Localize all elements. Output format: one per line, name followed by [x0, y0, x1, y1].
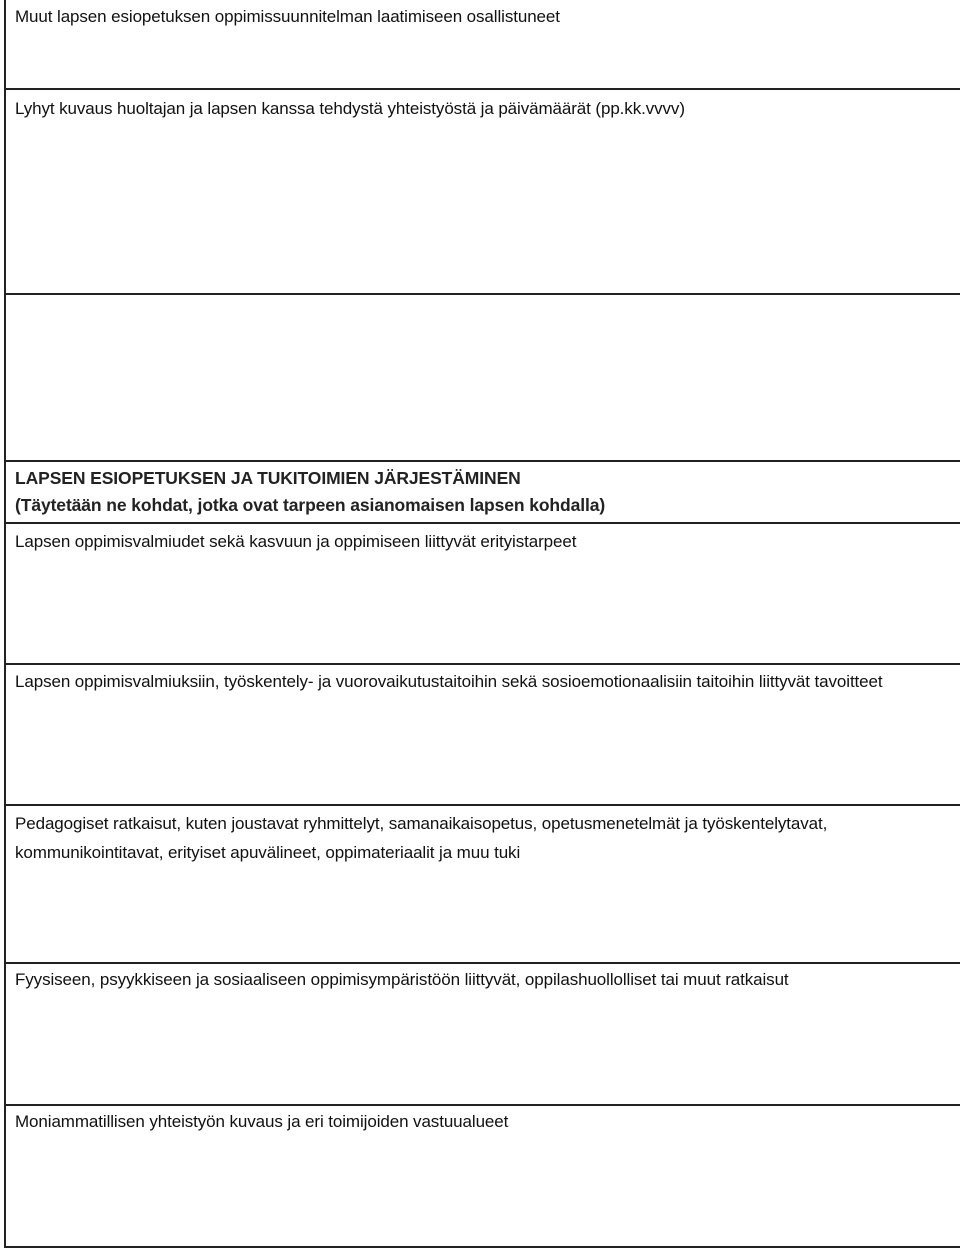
multiprofessional-field[interactable] — [4, 1104, 960, 1248]
goals-field[interactable] — [4, 663, 960, 804]
section-heading: LAPSEN ESIOPETUKSEN JA TUKITOIMIEN JÄRJESTÄMINEN — [15, 468, 521, 488]
pedagogy-field[interactable] — [4, 804, 960, 962]
multiprofessional-label: Moniammatillisen yhteistyön kuvaus ja eri toimijoiden vastuualueet — [15, 1112, 509, 1131]
pedagogy-label: Pedagogiset ratkaisut, kuten joustavat ryhmittelyt, samanaikaisopetus, opetusmenetelmät ja työskentelytavat, kommunikointitavat, erityiset apuvälineet, oppimateriaalit ja muu tuki — [15, 814, 828, 862]
section-header — [4, 460, 960, 522]
participants-field[interactable] — [4, 0, 960, 88]
empty-field[interactable] — [4, 293, 960, 460]
goals-label: Lapsen oppimisvalmiuksiin, työskentely- ja vuorovaikutustaitoihin sekä sosioemotionaalisiin taitoihin liittyvät tavoitteet — [15, 672, 883, 691]
participants-label: Muut lapsen esiopetuksen oppimissuunnitelman laatimiseen osallistuneet — [15, 7, 560, 26]
needs-label: Lapsen oppimisvalmiudet sekä kasvuun ja oppimiseen liittyvät erityistarpeet — [15, 532, 577, 551]
environment-label: Fyysiseen, psyykkiseen ja sosiaaliseen oppimisympäristöön liittyvät, oppilashuollolliset tai muut ratkaisut — [15, 970, 789, 989]
cooperation-label: Lyhyt kuvaus huoltajan ja lapsen kanssa tehdystä yhteistyöstä ja päivämäärät (pp.kk.vvvv) — [15, 99, 685, 118]
needs-field[interactable] — [4, 522, 960, 663]
section-subheading: (Täytetään ne kohdat, jotka ovat tarpeen asianomaisen lapsen kohdalla) — [15, 495, 606, 515]
cooperation-field[interactable] — [4, 88, 960, 293]
environment-field[interactable] — [4, 962, 960, 1104]
